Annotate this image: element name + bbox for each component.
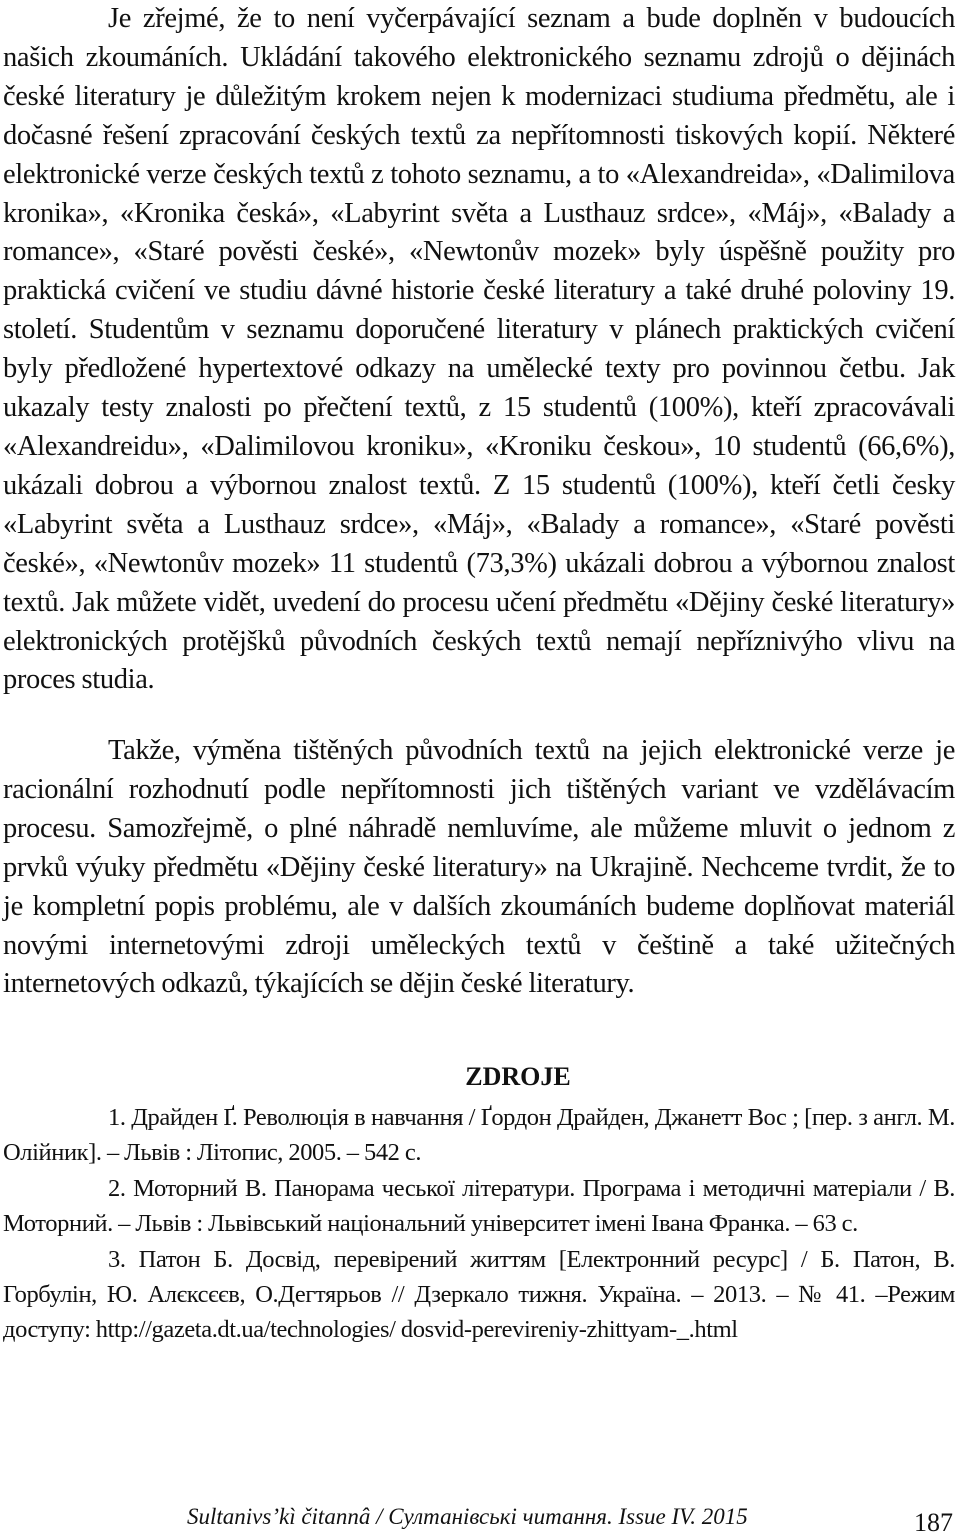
source-item-1: 1. Драйден Ґ. Революція в навчання / Ґордон Драйден, Джанетт Вос ; [пер. з англ. М. Олійник]. – Львів : Літопис, 2005. – 542 с. (3, 1104, 955, 1167)
page-number: 187 (914, 1508, 953, 1537)
sources-heading: ZDROJE (465, 1062, 571, 1091)
page-footer (3, 1498, 955, 1538)
running-title: Sultanivs’kì čitannâ / Султанівські читання. Issue IV. 2015 (187, 1504, 748, 1529)
body-paragraph-2: Takže, výměna tištěných původních textů na jejich elektronické verze je racionální rozhodnutí podle nepřítomnosti jich tištěných variant ve vzdělávacím procesu. Samozřejmě, o plné náhradě nemluvíme, ale můžeme mluvit o jednom z prvků výuky předmětu «Dějiny české literatury» na Ukrajině. Nechceme tvrdit, že to je kompletní popis problému, ale v dalších zkoumáních budeme doplňovat materiál novými internetovými zdroji uměleckých textů v češtině a také užitečných internetových odkazů, týkajících se dějin české literatury. (3, 735, 955, 1000)
source-item-2: 2. Моторний В. Панорама чеської літератури. Програма і методичні матеріали / В. Моторний. – Львів : Львівський національний університет імені Івана Франка. – 63 с. (3, 1174, 955, 1238)
source-item-3: 3. Патон Б. Досвід, перевірений життям [Електронний ресурс] / Б. Патон, В. Горбулін, Ю. Алєксєєв, О.Дегтярьов // Дзеркало тижня. Україна. – 2013. – № 41. –Режим доступу: http://gazeta.dt.ua/technologies/ dosvid-perevireniy-zhittyam-_.html (3, 1245, 955, 1344)
sources-list (3, 1100, 955, 1348)
body-paragraph-1: Je zřejmé, že to není vyčerpávající seznam a bude doplněn v budoucích našich zkoumáních. Ukládání takového elektronického seznamu zdrojů o dějinách české literatury je důležitým krokem nejen k modernizaci studiuma předmětu, ale i dočasné řešení zpracování českých textů za nepřítomnosti tiskových kopií. Některé elektronické verze českých textů z tohoto seznamu, a to «Alexandreida», «Dalimilova kronika», «Kronika česká», «Labyrint světa a Lusthauz srdce», «Máj», «Balady a romance», «Staré pověsti české», «Newtonův mozek» byly úspěšně použity pro praktická cvičení ve studiu dávné historie české literatury a také druhé poloviny 19. století. Studentům v seznamu doporučené literatury v plánech praktických cvičení byly předložené hypertextové odkazy na umělecké texty pro povinnou četbu. Jak ukazaly testy znalosti po přečtení textů, z 15 studentů (100%), kteří zpracovávali «Alexandreidu», «Dalimilovou kroniku», «Kroniku českou», 10 studentů (66,6%), ukázali dobrou a výbornou znalost textů. Z 15 studentů (100%), kteří četli česky «Labyrint světa a Lusthauz srdce», «Máj», «Balady a romance», «Staré pověsti české», «Newtonův mozek» 11 studentů (73,3%) ukázali dobrou a výbornou znalost textů. Jak můžete vidět, uvedení do procesu učení předmětu «Dějiny české literatury» elektronických protějšků původních českých textů nemají nepříznivýho vlivu na proces studia. (3, 3, 955, 696)
